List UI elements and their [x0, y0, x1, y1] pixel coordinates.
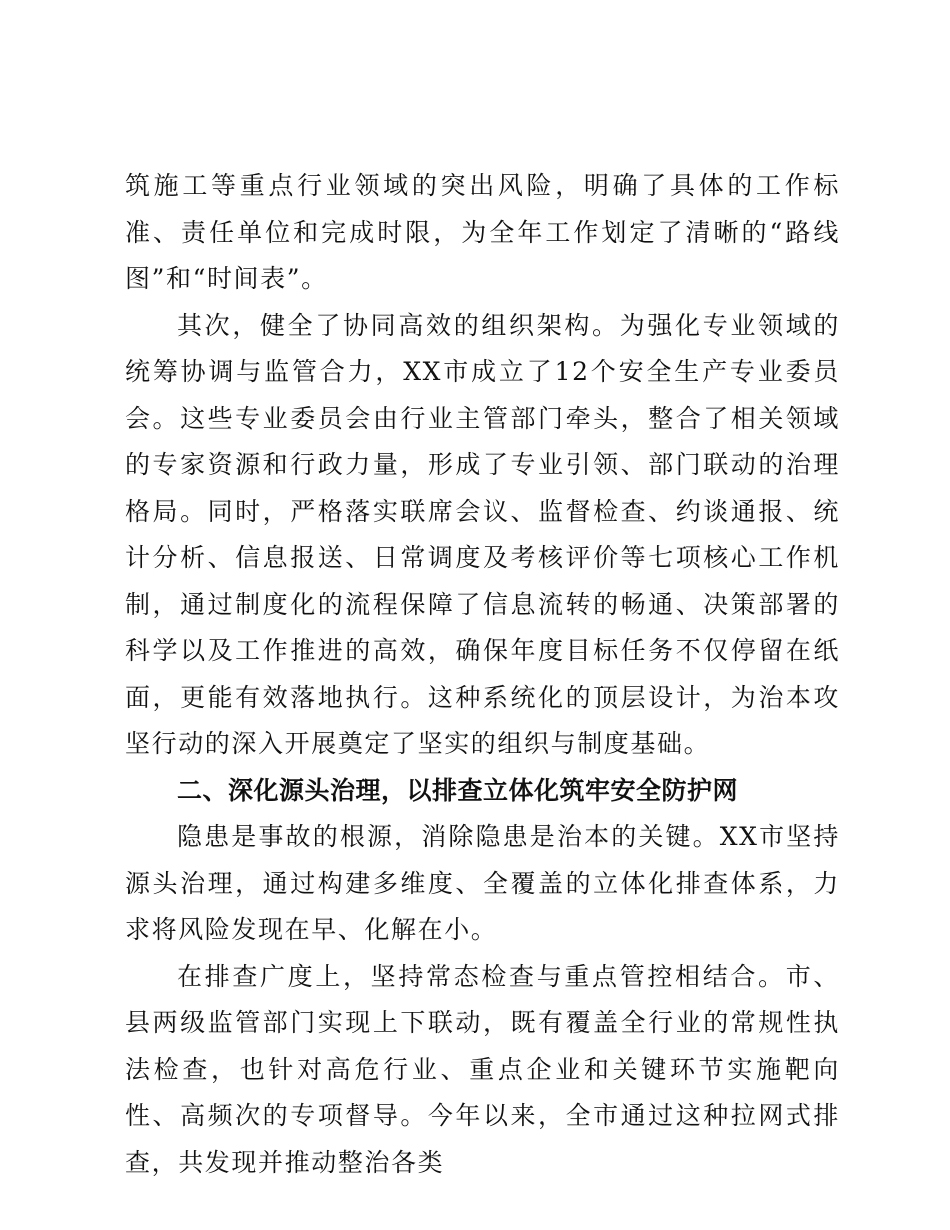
- section-heading: 二、深化源头治理，以排查立体化筑牢安全防护网: [177, 775, 739, 805]
- paragraph-continued: 筑施工等重点行业领域的突出风险，明确了具体的工作标准、责任单位和完成时限，为全年工作划定了清晰的“路线图”和“时间表”。: [125, 171, 840, 293]
- paragraph-organization: 其次，健全了协同高效的组织架构。为强化专业领域的统筹协调与监管合力，XX市成立了12个安全生产专业委员会。这些专业委员会由行业主管部门牵头，整合了相关领域的专家资源和行政力量，形成了专业引领、部门联动的治理格局。同时，严格落实联席会议、监督检查、约谈通报、统计分析、信息报送、日常调度及考核评价等七项核心工作机制，通过制度化的流程保障了信息流转的畅通、决策部署的科学以及工作推进的高效，确保年度目标任务不仅停留在纸面，更能有效落地执行。这种系统化的顶层设计，为治本攻坚行动的深入开展奠定了坚实的组织与制度基础。: [125, 310, 840, 758]
- paragraph-inspection: 在排查广度上，坚持常态检查与重点管控相结合。市、县两级监管部门实现上下联动，既有覆盖全行业的常规性执法检查，也针对高危行业、重点企业和关键环节实施靶向性、高频次的专项督导。今年以来，全市通过这种拉网式排查，共发现并推动整治各类: [125, 961, 840, 1177]
- paragraph-hazards: 隐患是事故的根源，消除隐患是治本的关键。XX市坚持源头治理，通过构建多维度、全覆盖的立体化排查体系，力求将风险发现在早、化解在小。: [125, 822, 840, 944]
- document-body: [125, 163, 840, 1186]
